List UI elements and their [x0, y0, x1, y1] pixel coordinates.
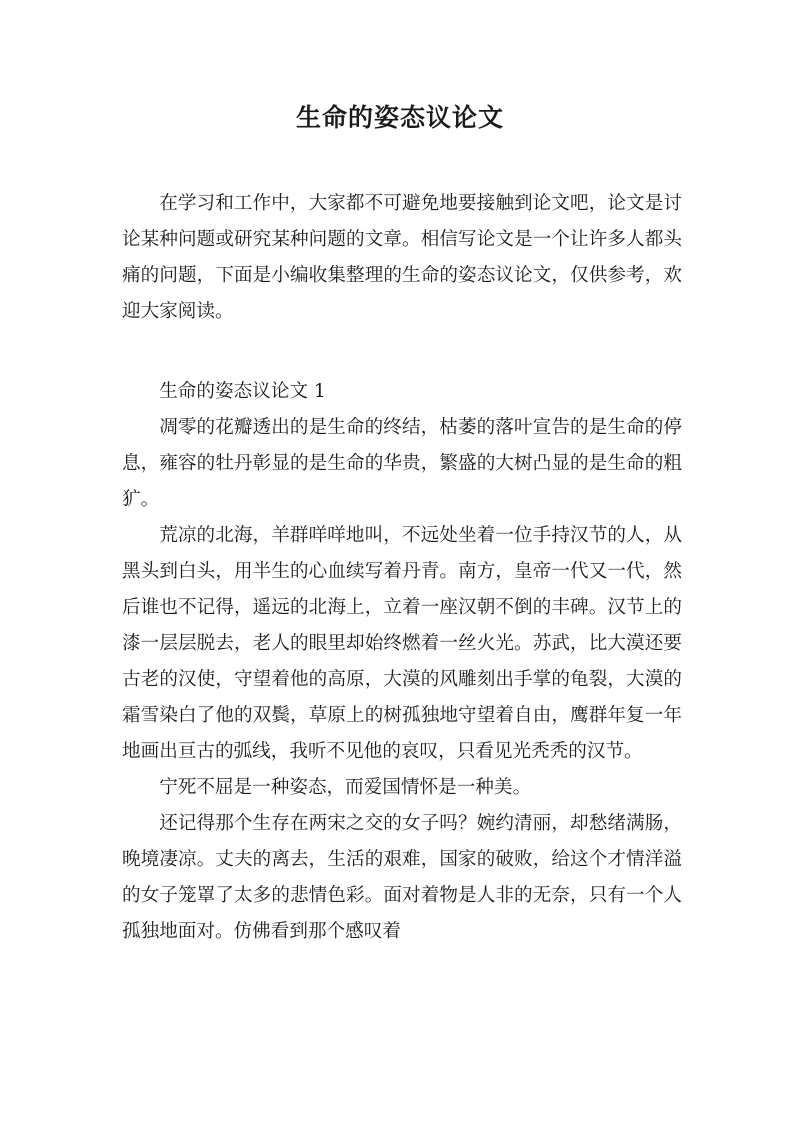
article-section	[122, 374, 682, 950]
intro-section	[122, 186, 682, 330]
body-paragraph: 凋零的花瓣透出的是生命的终结，枯萎的落叶宣告的是生命的停息，雍容的牡丹彰显的是生命的华贵，繁盛的大树凸显的是生命的粗犷。	[122, 417, 682, 510]
intro-paragraph: 在学习和工作中，大家都不可避免地要接触到论文吧，论文是讨论某种问题或研究某种问题的文章。相信写论文是一个让许多人都头痛的问题，下面是小编收集整理的生命的姿态议论文，仅供参考，欢迎大家阅读。	[122, 193, 682, 322]
body-paragraph: 宁死不屈是一种姿态，而爱国情怀是一种美。	[159, 777, 532, 798]
body-paragraph: 还记得那个生存在两宋之交的女子吗？婉约清丽，却愁绪满肠，晚境凄凉。丈夫的离去，生活的艰难，国家的破败，给这个才情洋溢的女子笼罩了太多的悲情色彩。面对着物是人非的无奈，只有一个人孤独地面对。仿佛看到那个感叹着	[122, 813, 682, 942]
document-title: 生命的姿态议论文	[295, 103, 504, 132]
section-heading: 生命的姿态议论文 1	[159, 381, 326, 402]
body-paragraph: 荒凉的北海，羊群咩咩地叫，不远处坐着一位手持汉节的人，从黑头到白头，用半生的心血续写着丹青。南方，皇帝一代又一代，然后谁也不记得，遥远的北海上，立着一座汉朝不倒的丰碑。汉节上的漆一层层脱去，老人的眼里却始终燃着一丝火光。苏武，比大漠还要古老的汉使，守望着他的高原，大漠的风雕刻出手掌的龟裂，大漠的霜雪染白了他的双鬓，草原上的树孤独地守望着自由，鹰群年复一年地画出亘古的弧线，我听不见他的哀叹，只看见光秃秃的汉节。	[122, 525, 682, 762]
